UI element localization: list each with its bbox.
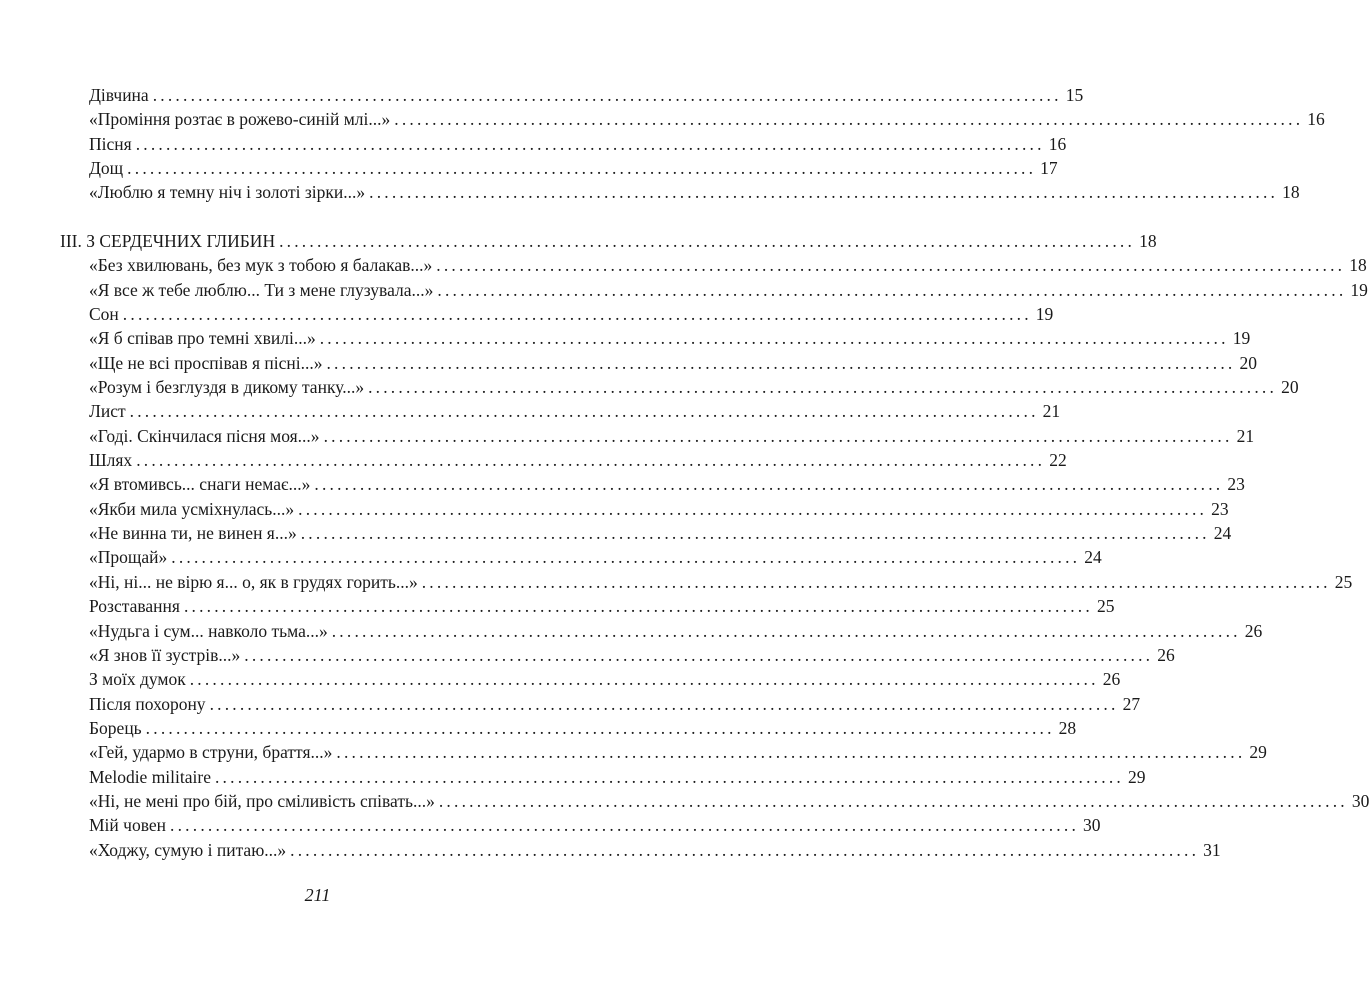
toc-leader-dots: ........................................................................................................................ [189,669,1099,690]
toc-entry [89,740,1267,764]
toc-entry-page: 23 [1211,498,1229,519]
toc-entry [89,813,1101,837]
toc-entry-title: «Проміння розтає в рожево-синій млі...» [89,109,391,130]
toc-entry [89,253,1367,277]
toc-entry-page: 20 [1239,352,1257,373]
toc-entry-page: 20 [1281,377,1299,398]
toc-leader-dots: ........................................................................................................................ [438,790,1348,811]
toc-entry [89,594,1115,618]
toc-leader-dots: ........................................................................................................................ [326,352,1236,373]
toc-entry-title: «Я втомивсь... снаги немає...» [89,474,311,495]
toc-entry-page: 26 [1244,620,1263,641]
toc-entry-title: Розставання [89,596,180,617]
toc-entry-page: 29 [1127,766,1146,787]
toc-entry-page: 26 [1102,669,1121,690]
toc-entry-title: Лист [89,401,126,422]
toc-entry-title: «Не винна ти, не винен я...» [89,523,297,544]
toc-entry-title: «Прощай» [89,547,168,568]
toc-leader-dots: ........................................................................................................................ [136,450,1046,471]
toc-entry-title: «Ходжу, сумую і питаю...» [89,839,287,860]
toc-entry [89,619,1263,643]
toc-leader-dots: ........................................................................................................................ [183,596,1093,617]
toc-entry-title: Шлях [89,450,133,471]
toc-leader-dots: ........................................................................................................................ [171,547,1081,568]
toc-entry [89,716,1077,740]
toc-entry [89,302,1054,326]
toc-entry-page: 21 [1042,401,1061,422]
toc-section-title: III. З СЕРДЕЧНИХ ГЛИБИН [60,231,276,251]
toc-entry-page: 18 [1282,182,1300,203]
toc-entry-page: 27 [1122,693,1141,714]
toc-entry-title: Дівчина [89,85,149,105]
toc-entry-title: Після похорону [89,693,206,714]
toc-entry-page: 30 [1351,790,1369,811]
toc-entry-title: Пісня [89,133,132,154]
toc-leader-dots: ........................................................................................................................ [314,474,1224,495]
toc-leader-dots: ................................................................................................................. [279,231,1136,251]
toc-entry [89,107,1325,131]
toc-leader-dots: ........................................................................................................................ [323,425,1233,446]
toc-entry-page: 26 [1157,644,1175,665]
toc-leader-dots: ........................................................................................................................ [369,182,1279,203]
toc-entry-page: 22 [1049,450,1067,471]
toc-entry [89,545,1102,569]
toc-entry-page: 17 [1040,158,1058,179]
toc-entry [89,351,1257,375]
toc-entry-page: 15 [1065,85,1084,105]
toc-entry [89,180,1300,204]
toc-leader-dots: ........................................................................................................................ [135,133,1045,154]
toc-entry-title: «Гей, удармо в струни, браття...» [89,742,333,763]
toc-entry-page: 16 [1048,133,1067,154]
toc-leader-dots: ........................................................................................................................ [331,620,1241,641]
toc-leader-dots: ........................................................................................................................ [145,717,1055,738]
toc-section-page: 18 [1139,231,1157,251]
toc-section-heading [60,229,1157,253]
toc-entry [89,472,1245,496]
toc-leader-dots: ........................................................................................................................ [127,158,1037,179]
toc-leader-dots: ........................................................................................................................ [244,644,1154,665]
toc-entry-title: «Люблю я темну ніч і золоті зірки...» [89,182,366,203]
toc-entry-title: «Я б співав про темні хвилі...» [89,328,316,349]
toc-entry-page: 30 [1083,815,1101,836]
toc-entry-page: 28 [1058,717,1077,738]
toc-entry-page: 29 [1249,742,1267,763]
toc-entry [89,399,1061,423]
toc-leader-dots: ........................................................................................................................ [290,839,1200,860]
toc-entry-title: З моїх думок [89,669,186,690]
toc-entry-page: 16 [1307,109,1325,130]
toc-list-part2 [60,229,1369,862]
toc-entry [89,643,1175,667]
toc-entry-title: «Я все ж тебе люблю... Ти з мене глузувала...» [89,279,434,300]
toc-entry-page: 31 [1203,839,1221,860]
toc-entry-page: 18 [1349,255,1367,276]
toc-leader-dots: ........................................................................................................................ [436,255,1346,276]
toc-leader-dots: ........................................................................................................................ [209,693,1119,714]
toc-entry [89,521,1232,545]
toc-entry [89,156,1058,180]
toc-entry [89,326,1251,350]
toc-entry-title: Сон [89,304,119,325]
toc-leader-dots: ........................................................................................................................ [298,498,1208,519]
toc-entry-page: 19 [1350,279,1368,300]
toc-entry [89,375,1299,399]
toc-leader-dots: ........................................................................................................................ [129,401,1039,422]
toc-entry-title: «Я знов її зустрів...» [89,644,241,665]
toc-entry-page: 25 [1334,571,1353,592]
toc-entry-title: «Нудьга і сум... навколо тьма...» [89,620,328,641]
toc-entry-title: «Годі. Скінчилася пісня моя...» [89,425,320,446]
toc-list-part1 [89,83,1325,205]
toc-leader-dots: ........................................................................................................................ [368,377,1278,398]
toc-entry [89,765,1146,789]
toc-leader-dots: ........................................................................................................................ [437,279,1347,300]
toc-entry-page: 19 [1232,328,1251,349]
toc-entry [89,448,1067,472]
toc-entry-title: «Ще не всі проспівав я пісні...» [89,352,323,373]
toc-entry [89,692,1141,716]
toc-entry [89,570,1353,594]
toc-entry-title: Melodie militaire [89,766,211,787]
toc-entry-title: Мій човен [89,815,167,836]
toc-entry [89,789,1369,813]
toc-entry [89,278,1368,302]
toc-entry [89,424,1255,448]
toc-leader-dots: ........................................................................................................................ [214,766,1124,787]
toc-entry-title: «Ні, ні... не вірю я... о, як в грудях горить...» [89,571,418,592]
toc-entry-page: 19 [1035,304,1054,325]
toc-entry-title: Борець [89,717,142,738]
toc-entry [89,83,1084,107]
toc-leader-dots: ........................................................................................................................ [122,304,1032,325]
toc-entry-page: 21 [1236,425,1255,446]
toc-entry-title: Дощ [89,158,124,179]
toc-entry-title: «Розум і безглуздя в дикому танку...» [89,377,365,398]
toc-entry [89,667,1121,691]
toc-entry-page: 24 [1084,547,1102,568]
toc-entry-page: 25 [1096,596,1115,617]
toc-leader-dots: ........................................................................................................................ [170,815,1080,836]
toc-entry-title: «Якби мила усміхнулась...» [89,498,295,519]
toc-leader-dots: ........................................................................................................................ [421,571,1331,592]
toc-entry-page: 24 [1213,523,1232,544]
toc-leader-dots: ........................................................................................................................ [152,85,1062,105]
toc-entry [89,497,1229,521]
toc-entry-title: «Ні, не мені про бій, про сміливість співать...» [89,790,435,811]
toc-entry-page: 23 [1227,474,1245,495]
toc-leader-dots: ........................................................................................................................ [336,742,1246,763]
toc-leader-dots: ........................................................................................................................ [394,109,1304,130]
toc-entry-title: «Без хвилювань, без мук з тобою я балакав...» [89,255,433,276]
toc-entry [89,132,1067,156]
toc-leader-dots: ........................................................................................................................ [319,328,1229,349]
page-number: 211 [304,885,331,905]
toc-leader-dots: ........................................................................................................................ [300,523,1210,544]
toc-entry [89,838,1221,862]
